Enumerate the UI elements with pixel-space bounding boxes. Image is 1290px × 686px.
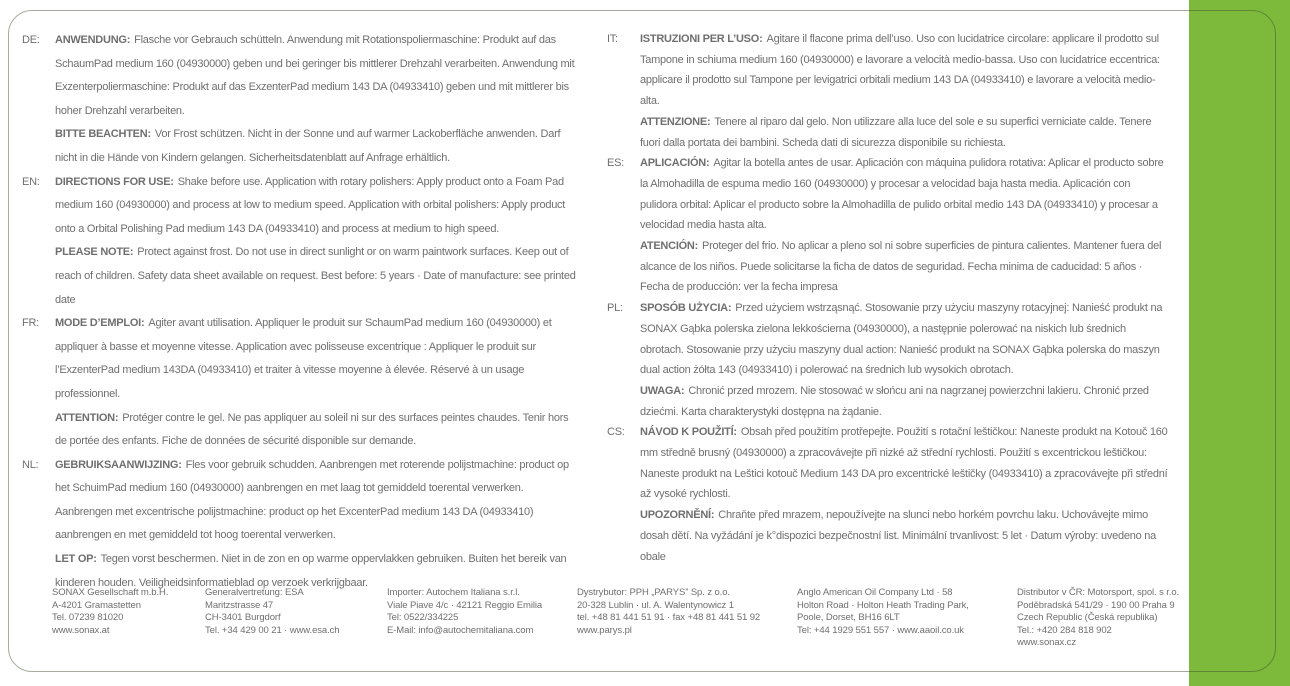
language-code-pl: PL:	[607, 302, 623, 315]
address-line: Poole, Dorset, BH16 6LT	[797, 612, 900, 624]
address-line: Viale Piave 4/c · 42121 Reggio Emilia	[387, 599, 543, 611]
section-pl	[607, 298, 1170, 422]
section-de	[22, 29, 582, 171]
address-cz-distributor	[1017, 587, 1179, 650]
instruction-paragraph	[640, 153, 1170, 236]
address-line: Anglo American Oil Company Ltd · 58	[797, 587, 953, 598]
paragraph-text: Przed użyciem wstrząsnąć. Stosowanie przy użyciu maszyny rotacyjnej: Nanieść produkt na SONAX Gąbka polerska zielona lekkościerna (04930000), a następnie polerować na niskich lub średnich obrotach. Stosowanie przy użyciu maszyny dual action: Nanieść produkt na SONAX Gąbka polerska do maszyn dual action żółta 143 (04933410) i polerować na średnich lub wysokich obrotach.	[640, 302, 1163, 377]
paragraph-text: Protéger contre le gel. Ne pas appliquer au soleil ni sur des surfaces peintes chaudes. Tenir hors de portée des enfants. Fiche de données de sécurité disponible sur demande.	[55, 411, 569, 448]
paragraph-text: Fles voor gebruik schudden. Aanbrengen met roterende polijstmachine: product op het SchuimPad medium 160 (04930000) aanbrengen en met laag tot gemiddeld toerental verwerken. Aanbrengen met excentrische polijstmachine: product op het ExcenterPad medium 143 DA (04933410) aanbrengen en met gemiddeld tot hoog toerental verwerken.	[55, 458, 569, 542]
address-line: E-Mail: info@autochemitaliana.com	[387, 624, 534, 636]
section-es	[607, 153, 1170, 298]
paragraph-text: Chraňte před mrazem, nepoužívejte na slunci nebo horkém povrchu laku. Uchovávejte mimo dosah dětí. Na vyžádání je k°dispozici bezpečnostní list. Minimální trvanlivost: 5 let · Datum výroby: uvedeno na obale	[640, 509, 1157, 563]
paragraph-heading: DIRECTIONS FOR USE:	[55, 175, 174, 188]
paragraph-text: Protect against frost. Do not use in direct sunlight or on warm paintwork surfaces. Keep out of reach of children. Safety data sheet available on request. Best before: 5 years · Date of manufacture: see printed date	[55, 246, 576, 306]
address-line: Importer: Autochem Italiana s.r.l.	[387, 587, 520, 598]
paragraph-heading: PLEASE NOTE:	[55, 246, 134, 259]
caution-paragraph	[55, 241, 582, 312]
address-line: Tel. +34 429 00 21 · www.esa.ch	[205, 624, 340, 636]
instruction-paragraph	[55, 171, 582, 242]
caution-paragraph	[640, 505, 1170, 567]
paragraph-heading: BITTE BEACHTEN:	[55, 128, 151, 141]
address-uk-distributor	[797, 587, 969, 637]
paragraph-heading: GEBRUIKSAANWIJZING:	[55, 458, 182, 471]
paragraph-heading: ATTENZIONE:	[640, 115, 711, 128]
language-code-de: DE:	[22, 34, 40, 46]
language-code-es: ES:	[607, 157, 624, 170]
paragraph-heading: UWAGA:	[640, 384, 685, 397]
section-body	[55, 171, 582, 313]
paragraph-heading: MODE D’EMPLOI:	[55, 317, 145, 330]
section-cs	[607, 422, 1170, 567]
section-body	[640, 29, 1170, 153]
instruction-paragraph	[640, 422, 1170, 505]
paragraph-text: Agiter avant utilisation. Appliquer le produit sur SchaumPad medium 160 (04930000) et appliquer à basse et moyenne vitesse. Application avec polisseuse excentrique : Appliquer le produit sur l’ExzenterPad medium 143DA (04933410) et traiter à vitesse moyenne à élevée. Réservé à un usage professionnel.	[55, 317, 552, 400]
section-fr	[22, 312, 582, 454]
caution-paragraph	[640, 112, 1170, 153]
paragraph-heading: ATTENTION:	[55, 411, 119, 424]
caution-paragraph	[640, 236, 1170, 298]
caution-paragraph	[55, 407, 582, 454]
paragraph-heading: ANWENDUNG:	[55, 34, 131, 46]
section-body	[55, 312, 582, 454]
address-line: CH-3401 Burgdorf	[205, 612, 281, 624]
address-line: Tel: +44 1929 551 557 · www.aaoil.co.uk	[797, 624, 964, 636]
address-line: tel. +48 81 441 51 91 · fax +48 81 441 51 92	[577, 612, 761, 624]
caution-paragraph	[55, 123, 582, 170]
section-en	[22, 171, 582, 313]
instruction-paragraph	[640, 298, 1170, 381]
paragraph-text: Chronić przed mrozem. Nie stosować w słońcu ani na nagrzanej powierzchni lakieru. Chronić przed dziećmi. Karta charakterystyki dostępna na żądanie.	[640, 384, 1149, 418]
address-line: Tel. 07239 81020	[52, 612, 124, 624]
address-it-importer	[387, 587, 542, 637]
language-code-nl: NL:	[22, 458, 39, 471]
address-line: www.sonax.at	[52, 624, 110, 636]
address-ch-distributor	[205, 587, 339, 637]
instruction-paragraph	[55, 454, 582, 548]
section-body	[640, 153, 1170, 298]
caution-paragraph	[640, 381, 1170, 422]
address-line: Holton Road · Holton Heath Trading Park,	[797, 599, 969, 611]
address-line: www.parys.pl	[577, 624, 632, 636]
section-body	[55, 454, 582, 596]
instructions-column-left	[22, 29, 582, 595]
paragraph-heading: SPOSÓB UŻYCIA:	[640, 302, 732, 315]
paragraph-heading: LET OP:	[55, 553, 97, 566]
paragraph-text: Tenere al riparo dal gelo. Non utilizzare alla luce del sole e su superfici verniciate calde. Tenere fuori dalla portata dei bambini. Scheda dati di sicurezza disponibile su richiesta.	[640, 115, 1152, 149]
address-pl-distributor	[577, 587, 760, 637]
section-body	[640, 298, 1170, 422]
language-code-cs: CS:	[607, 426, 625, 439]
paragraph-heading: APLICACIÓN:	[640, 157, 710, 170]
section-nl	[22, 454, 582, 596]
language-code-fr: FR:	[22, 317, 39, 330]
section-body	[55, 29, 582, 171]
address-line: Tel.: +420 284 818 902	[1017, 624, 1112, 636]
instruction-paragraph	[55, 29, 582, 123]
address-line: www.sonax.cz	[1017, 637, 1076, 649]
language-code-en: EN:	[22, 175, 40, 188]
paragraph-heading: ISTRUZIONI PER L’USO:	[640, 33, 763, 45]
paragraph-text: Tegen vorst beschermen. Niet in de zon en op warme oppervlakken gebruiken. Buiten het bereik van kinderen houden. Veiligheidsinformatieblad op verzoek verkrijgbaar.	[55, 553, 567, 589]
address-line: SONAX Gesellschaft m.b.H.	[52, 587, 169, 598]
instruction-paragraph	[55, 312, 582, 406]
address-manufacturer	[52, 587, 168, 637]
address-line: Generalvertretung: ESA	[205, 587, 304, 598]
address-line: Maritzstrasse 47	[205, 599, 274, 611]
paragraph-text: Proteger del frio. No aplicar a pleno sol ni sobre superficies de pintura calientes. Mantener fuera del alcance de los niños. Puede solicitarse la ficha de datos de seguridad. Fecha minima de caducidad: 5 años · Fecha de producción: ver la fecha impresa	[640, 240, 1162, 294]
paragraph-heading: NÁVOD K POUŽITÍ:	[640, 426, 737, 439]
paragraph-text: Shake before use. Application with rotary polishers: Apply product onto a Foam Pad medium 160 (04930000) and process at low to medium speed. Application with orbital polishers: Apply product onto a Orbital Polishing Pad medium 143 DA (04933410) and process at medium to high speed.	[55, 175, 566, 235]
section-it	[607, 29, 1170, 153]
address-line: Distributor v ČR: Motorsport, spol. s r.o.	[1017, 587, 1180, 598]
paragraph-heading: ATENCIÓN:	[640, 240, 699, 253]
language-code-it: IT:	[607, 33, 618, 45]
address-line: Poděbradská 541/29 · 190 00 Praha 9	[1017, 599, 1175, 611]
paragraph-text: Flasche vor Gebrauch schütteln. Anwendung mit Rotationspoliermaschine: Produkt auf das SchaumPad medium 160 (04930000) geben und bei geringer bis mittlerer Drehzahl verarbeiten. Anwendung mit Exzenterpoliermaschine: Produkt auf das ExzenterPad medium 143 DA (04933410) geben und mit mittlerer bis hoher Drehzahl verarbeiten.	[55, 34, 575, 117]
instruction-paragraph	[640, 29, 1170, 112]
address-line: Dystrybutor: PPH „PARYS” Sp. z o.o.	[577, 587, 730, 598]
paragraph-heading: UPOZORNĚNÍ:	[640, 509, 715, 522]
paragraph-text: Agitare il flacone prima dell’uso. Uso con lucidatrice circolare: applicare il prodotto sul Tampone in schiuma medium 160 (04930000) e lavorare a velocità medio-bassa. Uso con lucidatrice eccentrica: applicare il prodotto sul Tampone per levigatrici orbitali medium 143 DA (04933410) e lavorare a velocità medio-alta.	[640, 33, 1160, 108]
paragraph-text: Agitar la botella antes de usar. Aplicación con máquina pulidora rotativa: Aplicar el producto sobre la Almohadilla de espuma medio 160 (04930000) y procesar a velocidad baja hasta media. Aplicación con pulidora orbital: Aplicar el producto sobre la Almohadilla de pulido orbital medio 143 DA (04933410) y procesar a velocidad media hasta alta.	[640, 157, 1164, 232]
section-body	[640, 422, 1170, 567]
address-line: A-4201 Gramastetten	[52, 599, 141, 611]
paragraph-text: Obsah před použitím protřepejte. Použití s rotační leštičkou: Naneste produkt na Kotouč 160 mm středně brusný (04930000) a zpracovávejte při nizké až střední rychlosti. Použití s excentrickou leštičkou: Naneste produkt na Leštici kotouč Medium 143 DA pro excentrické leštičky (04933410) a zpracovávejte při střední až vysoké rychlosti.	[640, 426, 1168, 501]
instructions-column-right	[607, 29, 1170, 567]
address-line: Tel: 0522/334225	[387, 612, 459, 624]
address-line: Czech Republic (Česká republika)	[1017, 612, 1158, 624]
paragraph-text: Vor Frost schützen. Nicht in der Sonne und auf warmer Lackoberfläche anwenden. Darf nicht in die Hände von Kindern gelangen. Sicherheitsdatenblatt auf Anfrage erhältlich.	[55, 128, 561, 164]
address-line: 20-328 Lublin · ul. A. Walentynowicz 1	[577, 599, 734, 611]
